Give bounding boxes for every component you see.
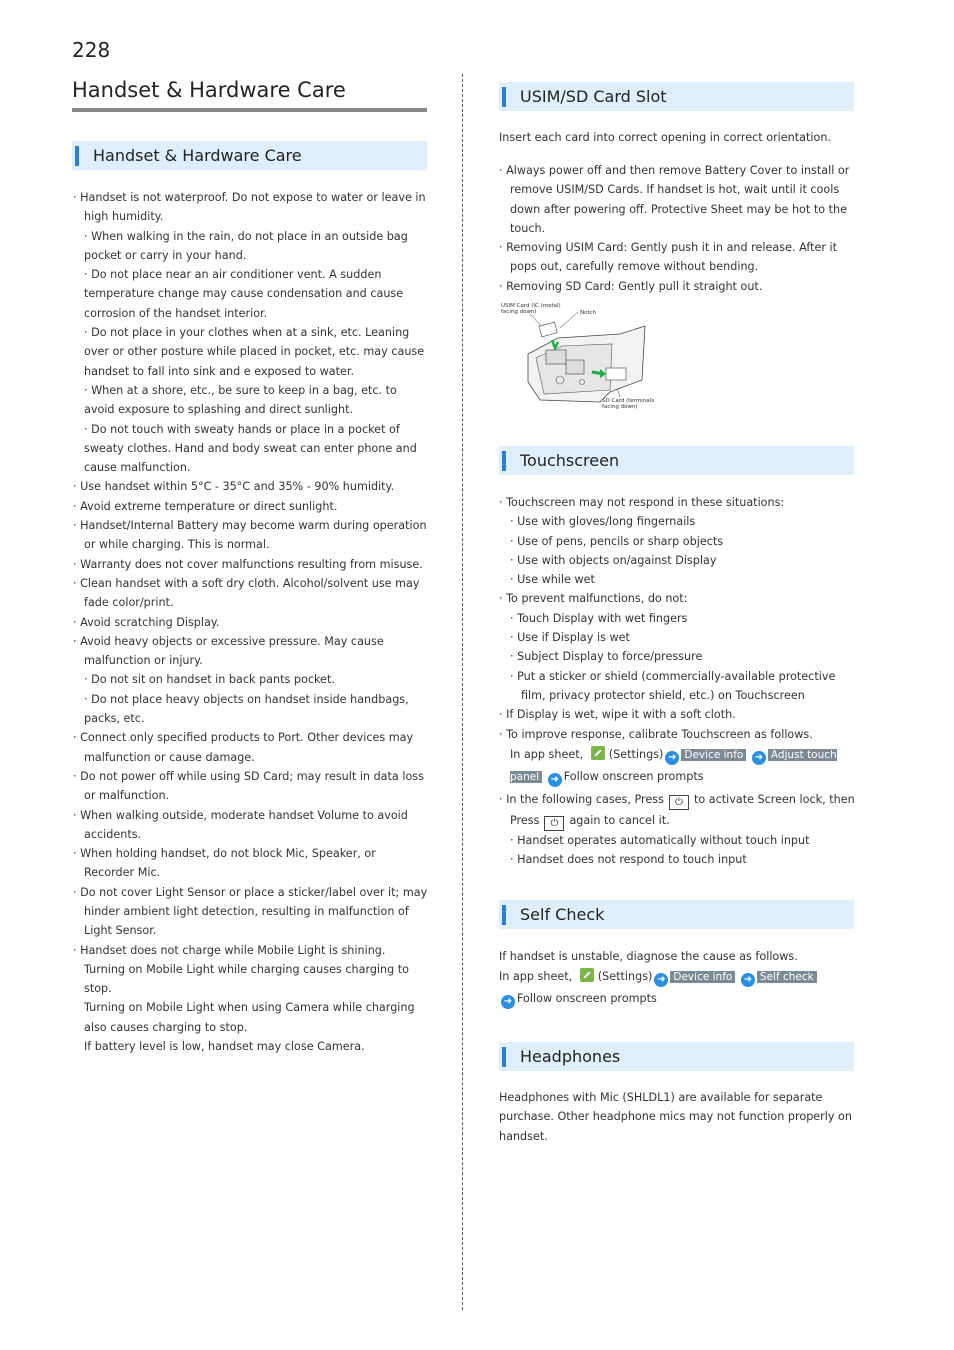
section-heading-hardware-care [72,141,427,170]
touchscreen-sub-item: · Use while wet [510,573,595,587]
label-sd-card: SD Card (terminals [602,398,655,404]
hardware-care-item: If battery level is low, handset may close Camera. [84,1040,365,1054]
hardware-care-item: · Do not power off while using SD Card; may result in data loss or malfunction. [73,769,424,803]
touchscreen-bullet: · Touchscreen may not respond in these situations: [499,496,785,509]
device-info-chip: Device info [681,749,746,761]
hardware-care-item: · When holding handset, do not block Mic, Speaker, or Recorder Mic. [73,847,376,880]
power-key-icon: ⏻ [544,816,564,831]
adjust-touch-panel-chip: Adjust touch panel [510,748,837,783]
screen-lock-text: to activate Screen lock, [693,792,826,806]
section-heading-usim-sd [499,82,854,111]
touchscreen-sub-item: · Put a sticker or shield (commercially-available protective film, privacy protector shield, etc.) on Touchscreen [510,669,836,702]
touchscreen-sub-item: · Handset operates automatically without touch input [510,833,810,847]
heading-accent-bar [502,451,506,471]
touchscreen-sub-item: · Use of pens, pencils or sharp objects [510,534,724,548]
calibration-procedure [499,744,855,788]
hardware-care-item: · Do not place near an air conditioner vent. A sudden temperature change may cause condensation and cause corrosion of the handset interior. [84,268,404,320]
hardware-care-item: · Connect only specified products to Port. Other devices may malfunction or cause damage. [73,731,414,764]
arrow-right-icon: ➜ [752,751,766,765]
hardware-care-item: · Do not touch with sweaty hands or place in a pocket of sweaty clothes. Hand and body sweat can enter phone and cause malfunction. [84,422,417,475]
heading-accent-bar [502,1047,506,1067]
settings-label: (Settings) [597,970,653,984]
hardware-care-item: · Handset does not charge while Mobile Light is shining. [73,943,386,957]
label-notch: Notch [580,310,597,316]
touchscreen-bullet: · If Display is wet, wipe it with a soft cloth. [499,708,736,722]
touchscreen-sub-item: · Touch Display with wet fingers [510,611,688,625]
section-heading-label: Handset & Hardware Care [93,146,302,165]
screen-lock-text: · In the following cases, Press [499,792,664,806]
hardware-care-item: · Handset/Internal Battery may become warm during operation or while charging. This is normal. [73,519,427,552]
label-usim-card-orientation: facing down) [501,309,537,315]
card-slot-illustration [500,302,660,414]
hardware-care-item: · When walking in the rain, do not place in an outside bag pocket or carry in your hand. [84,229,408,262]
label-usim-card: USIM Card (IC (metal) [501,303,561,309]
self-check-procedure [499,966,855,1010]
touchscreen-content [499,493,855,869]
label-sd-card-orientation: facing down) [602,404,638,410]
hardware-care-item: · Do not place in your clothes when at a sink, etc. Leaning over or other posture while placed in pocket, etc. may cause handset to fall into sink and e exposed to water. [84,326,425,378]
hardware-care-list [73,188,429,1056]
section-heading-label: Headphones [520,1047,621,1066]
power-key-icon: ⏻ [669,795,689,810]
hardware-care-item: · Handset is not waterproof. Do not expose to water or leave in high humidity. [73,191,426,224]
screen-lock-bullet [499,789,855,831]
hardware-care-item: · When walking outside, moderate handset Volume to avoid accidents. [73,808,408,841]
self-check-content [499,947,855,1010]
heading-accent-bar [75,146,79,166]
usim-item: · Removing USIM Card: Gently push it in and release. After it pops out, carefully remove without bending. [499,241,837,274]
settings-app-icon [580,968,594,982]
usim-item: · Always power off and then remove Battery Cover to install or remove USIM/SD Cards. If handset is hot, wait until it cools down after powering off. Protective Sheet may be hot to the touch. [499,164,850,235]
hardware-care-item: · Do not cover Light Sensor or place a sticker/label over it; may hinder ambient light detection, resulting in malfunction of Light Sensor. [73,885,428,938]
section-heading-label: Touchscreen [520,451,620,470]
arrow-right-icon: ➜ [654,973,668,987]
usim-list [499,161,855,296]
heading-accent-bar [502,87,506,107]
arrow-right-icon: ➜ [501,995,515,1009]
arrow-right-icon: ➜ [741,973,755,987]
column-divider [462,74,463,1310]
self-check-chip: Self check [757,971,817,983]
hardware-care-item: Turning on Mobile Light when using Camera while charging also causes charging to stop. [84,1001,415,1034]
arrow-right-icon: ➜ [548,773,562,787]
section-heading-self-check [499,900,854,929]
section-heading-label: USIM/SD Card Slot [520,87,667,106]
usim-item: · Removing SD Card: Gently pull it straight out. [499,279,763,293]
procedure-end-text: Follow onscreen prompts [517,992,657,1006]
hardware-care-item: · Avoid extreme temperature or direct sunlight. [73,499,338,513]
procedure-text: In app sheet, [499,970,573,984]
settings-app-icon [591,746,605,760]
settings-label: (Settings) [608,747,664,761]
touchscreen-sub-item: · Subject Display to force/pressure [510,650,703,664]
hardware-care-item: · Avoid heavy objects or excessive pressure. May cause malfunction or injury. [73,634,384,668]
section-heading-headphones [499,1042,854,1071]
hardware-care-item: · Avoid scratching Display. [73,615,220,629]
touchscreen-sub-item: · Handset does not respond to touch input [510,853,747,867]
touchscreen-sub-item: · Use with objects on/against Display [510,553,717,567]
device-info-chip: Device info [670,971,735,983]
screen-lock-text: again to cancel it. [569,813,670,827]
hardware-care-item: · Clean handset with a soft dry cloth. Alcohol/solvent use may fade color/print. [73,576,420,610]
hardware-care-item: · Warranty does not cover malfunctions resulting from misuse. [73,557,423,571]
touchscreen-bullet: · To improve response, calibrate Touchscreen as follows. [499,727,813,741]
headphones-text: Headphones with Mic (SHLDL1) are available for separate purchase. Other headphone mics may not function properly on handset. [499,1091,852,1143]
page-title: Handset & Hardware Care [72,78,346,102]
heading-accent-bar [502,905,506,925]
usim-intro: Insert each card into correct opening in correct orientation. [499,131,831,144]
section-heading-touchscreen [499,446,854,475]
arrow-right-icon: ➜ [665,751,679,765]
hardware-care-item: · Do not sit on handset in back pants pocket. [84,673,335,687]
page-number: 228 [72,38,111,62]
hardware-care-item: Turning on Mobile Light while charging causes charging to stop. [84,962,410,996]
section-heading-label: Self Check [520,905,605,924]
touchscreen-sub-item: · Use with gloves/long fingernails [510,515,696,529]
hardware-care-item: · Use handset within 5°C - 35°C and 35% - 90% humidity. [73,480,395,494]
screen-lock-text: then Press [510,792,855,827]
hardware-care-item: · Do not place heavy objects on handset inside handbags, packs, etc. [84,692,409,726]
title-rule [72,108,427,112]
self-check-intro: If handset is unstable, diagnose the cause as follows. [499,950,798,963]
touchscreen-sub-item: · Use if Display is wet [510,631,630,645]
procedure-end-text: Follow onscreen prompts [563,769,704,783]
touchscreen-bullet: · To prevent malfunctions, do not: [499,592,688,606]
hardware-care-item: · When at a shore, etc., be sure to keep in a bag, etc. to avoid exposure to splashing and direct sunlight. [84,383,397,417]
procedure-text: In app sheet, [510,747,584,761]
